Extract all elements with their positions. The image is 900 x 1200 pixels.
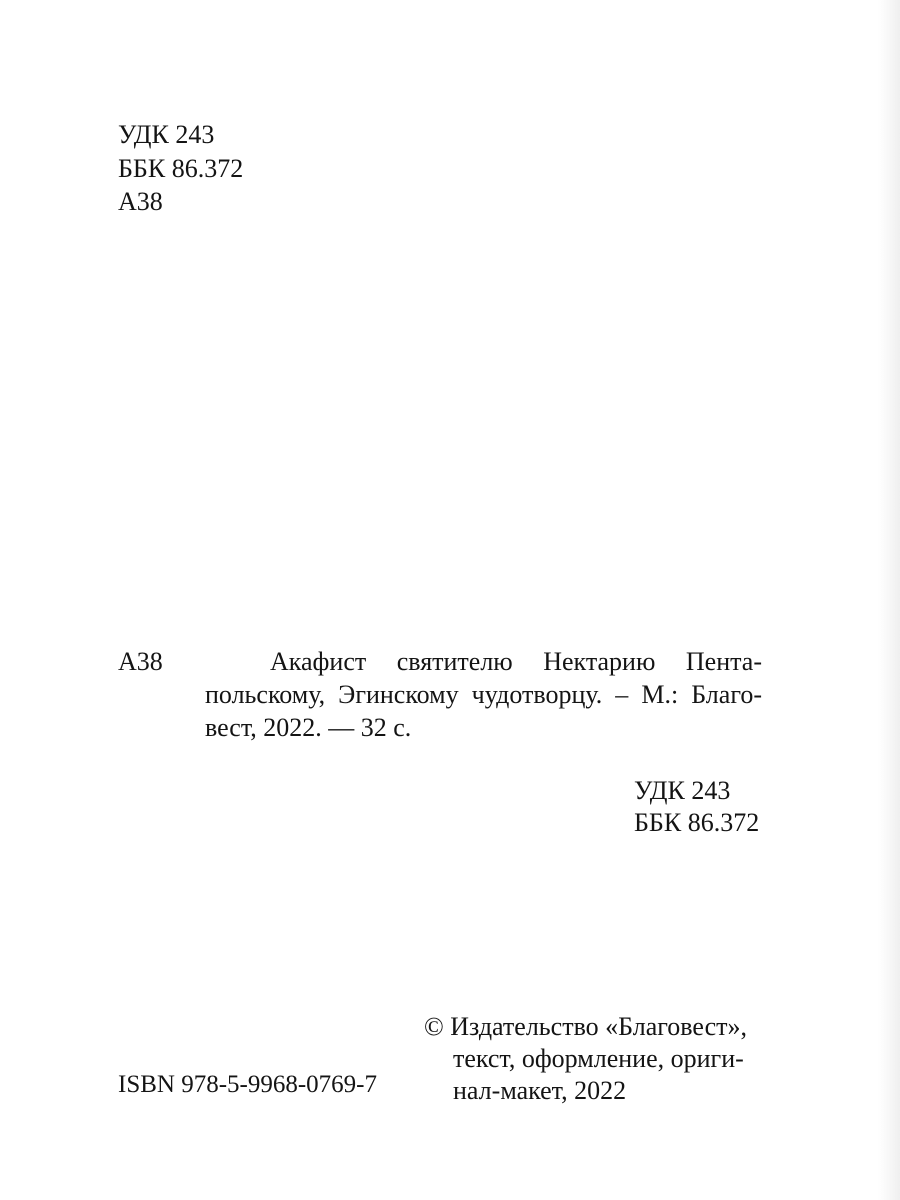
udk-code: УДК 243 bbox=[634, 776, 731, 805]
copyright-line: © Издательство «Благовест», bbox=[424, 1012, 747, 1041]
bibliographic-author-code: А38 bbox=[118, 647, 163, 676]
copyright-line: нал-макет, 2022 bbox=[453, 1076, 627, 1105]
author-code: А38 bbox=[118, 187, 163, 216]
isbn-number: ISBN 978-5-9968-0769-7 bbox=[118, 1071, 378, 1098]
udk-code: УДК 243 bbox=[118, 120, 215, 149]
bbk-code: ББК 86.372 bbox=[118, 154, 244, 183]
copyright-line: текст, оформление, ориги- bbox=[453, 1044, 744, 1073]
page-edge-shadow bbox=[878, 0, 900, 1200]
bibliographic-line: Акафист святителю Нектарию Пента- bbox=[270, 647, 762, 676]
bibliographic-line: вест, 2022. — 32 с. bbox=[205, 713, 412, 742]
bibliographic-line: польскому, Эгинскому чудотворцу. – М.: Благо- bbox=[205, 680, 762, 709]
bbk-code: ББК 86.372 bbox=[634, 808, 760, 837]
